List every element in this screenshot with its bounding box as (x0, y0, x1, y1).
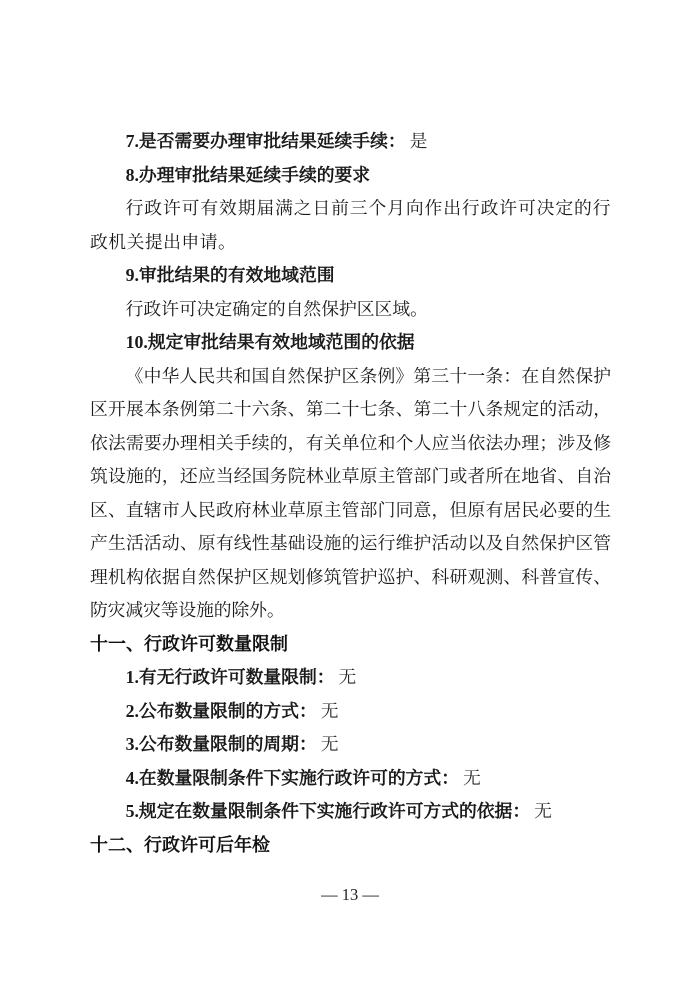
section-11-item-2-answer: 无 (320, 700, 339, 721)
section-11-item-5 (90, 795, 611, 829)
item-10-region-basis-heading: 10.规定审批结果有效地域范围的依据 (125, 332, 415, 352)
section-11-item-3-answer: 无 (320, 734, 339, 754)
section-11-item-4-answer: 无 (463, 767, 481, 788)
item-9-valid-region-heading: 9.审批结果的有效地域范围 (125, 265, 335, 285)
section-11-item-4-label: 4.在数量限制条件下实施行政许可的方式： (125, 767, 459, 788)
section-11-item-3 (90, 728, 611, 762)
section-12-annual-inspection-heading: 十二、行政许可后年检 (90, 834, 270, 855)
section-11-item-5-label: 5.规定在数量限制条件下实施行政许可方式的依据： (125, 801, 531, 821)
section-11-item-2-label: 2.公布数量限制的方式： (125, 700, 317, 721)
section-11-item-5-answer: 无 (534, 801, 552, 821)
section-11-item-1-answer: 无 (338, 667, 357, 687)
section-11-item-1 (90, 661, 611, 695)
item-8-body-paragraph: 行政许可有效期届满之日前三个月向作出行政许可决定的行政机关提出申请。 (90, 198, 611, 252)
page-number: — 13 — (321, 885, 379, 904)
document-content (90, 125, 611, 862)
item-10-body-paragraph: 《中华人民共和国自然保护区条例》第三十一条：在自然保护区开展本条例第二十六条、第二十七条、第二十八条规定的活动，依法需要办理相关手续的，有关单位和个人应当依法办理；涉及修筑设施的，还应当经国务院林业草原主管部门或者所在地省、自治区、直辖市人民政府林业草原主管部门同意，但原有居民必要的生产生活活动、原有线性基础设施的运行维护活动以及自然保护区管理机构依据自然保护区规划修筑管护巡护、科研观测、科普宣传、防灾减灾等设施的除外。 (90, 365, 611, 620)
section-11-item-2 (90, 695, 611, 729)
item-8-renewal-requirements-heading: 8.办理审批结果延续手续的要求 (125, 164, 371, 185)
item-9-body-paragraph: 行政许可决定确定的自然保护区区域。 (125, 298, 428, 319)
section-11-item-3-label: 3.公布数量限制的周期： (125, 734, 317, 754)
section-11-item-4 (90, 762, 611, 796)
item-7-label: 7.是否需要办理审批结果延续手续： (125, 131, 406, 151)
section-11-quantity-limit-heading: 十一、行政许可数量限制 (90, 633, 288, 654)
item-7-answer: 是 (409, 131, 428, 151)
item-7-renewal-required (90, 125, 611, 159)
section-11-item-1-label: 1.有无行政许可数量限制： (125, 667, 335, 687)
